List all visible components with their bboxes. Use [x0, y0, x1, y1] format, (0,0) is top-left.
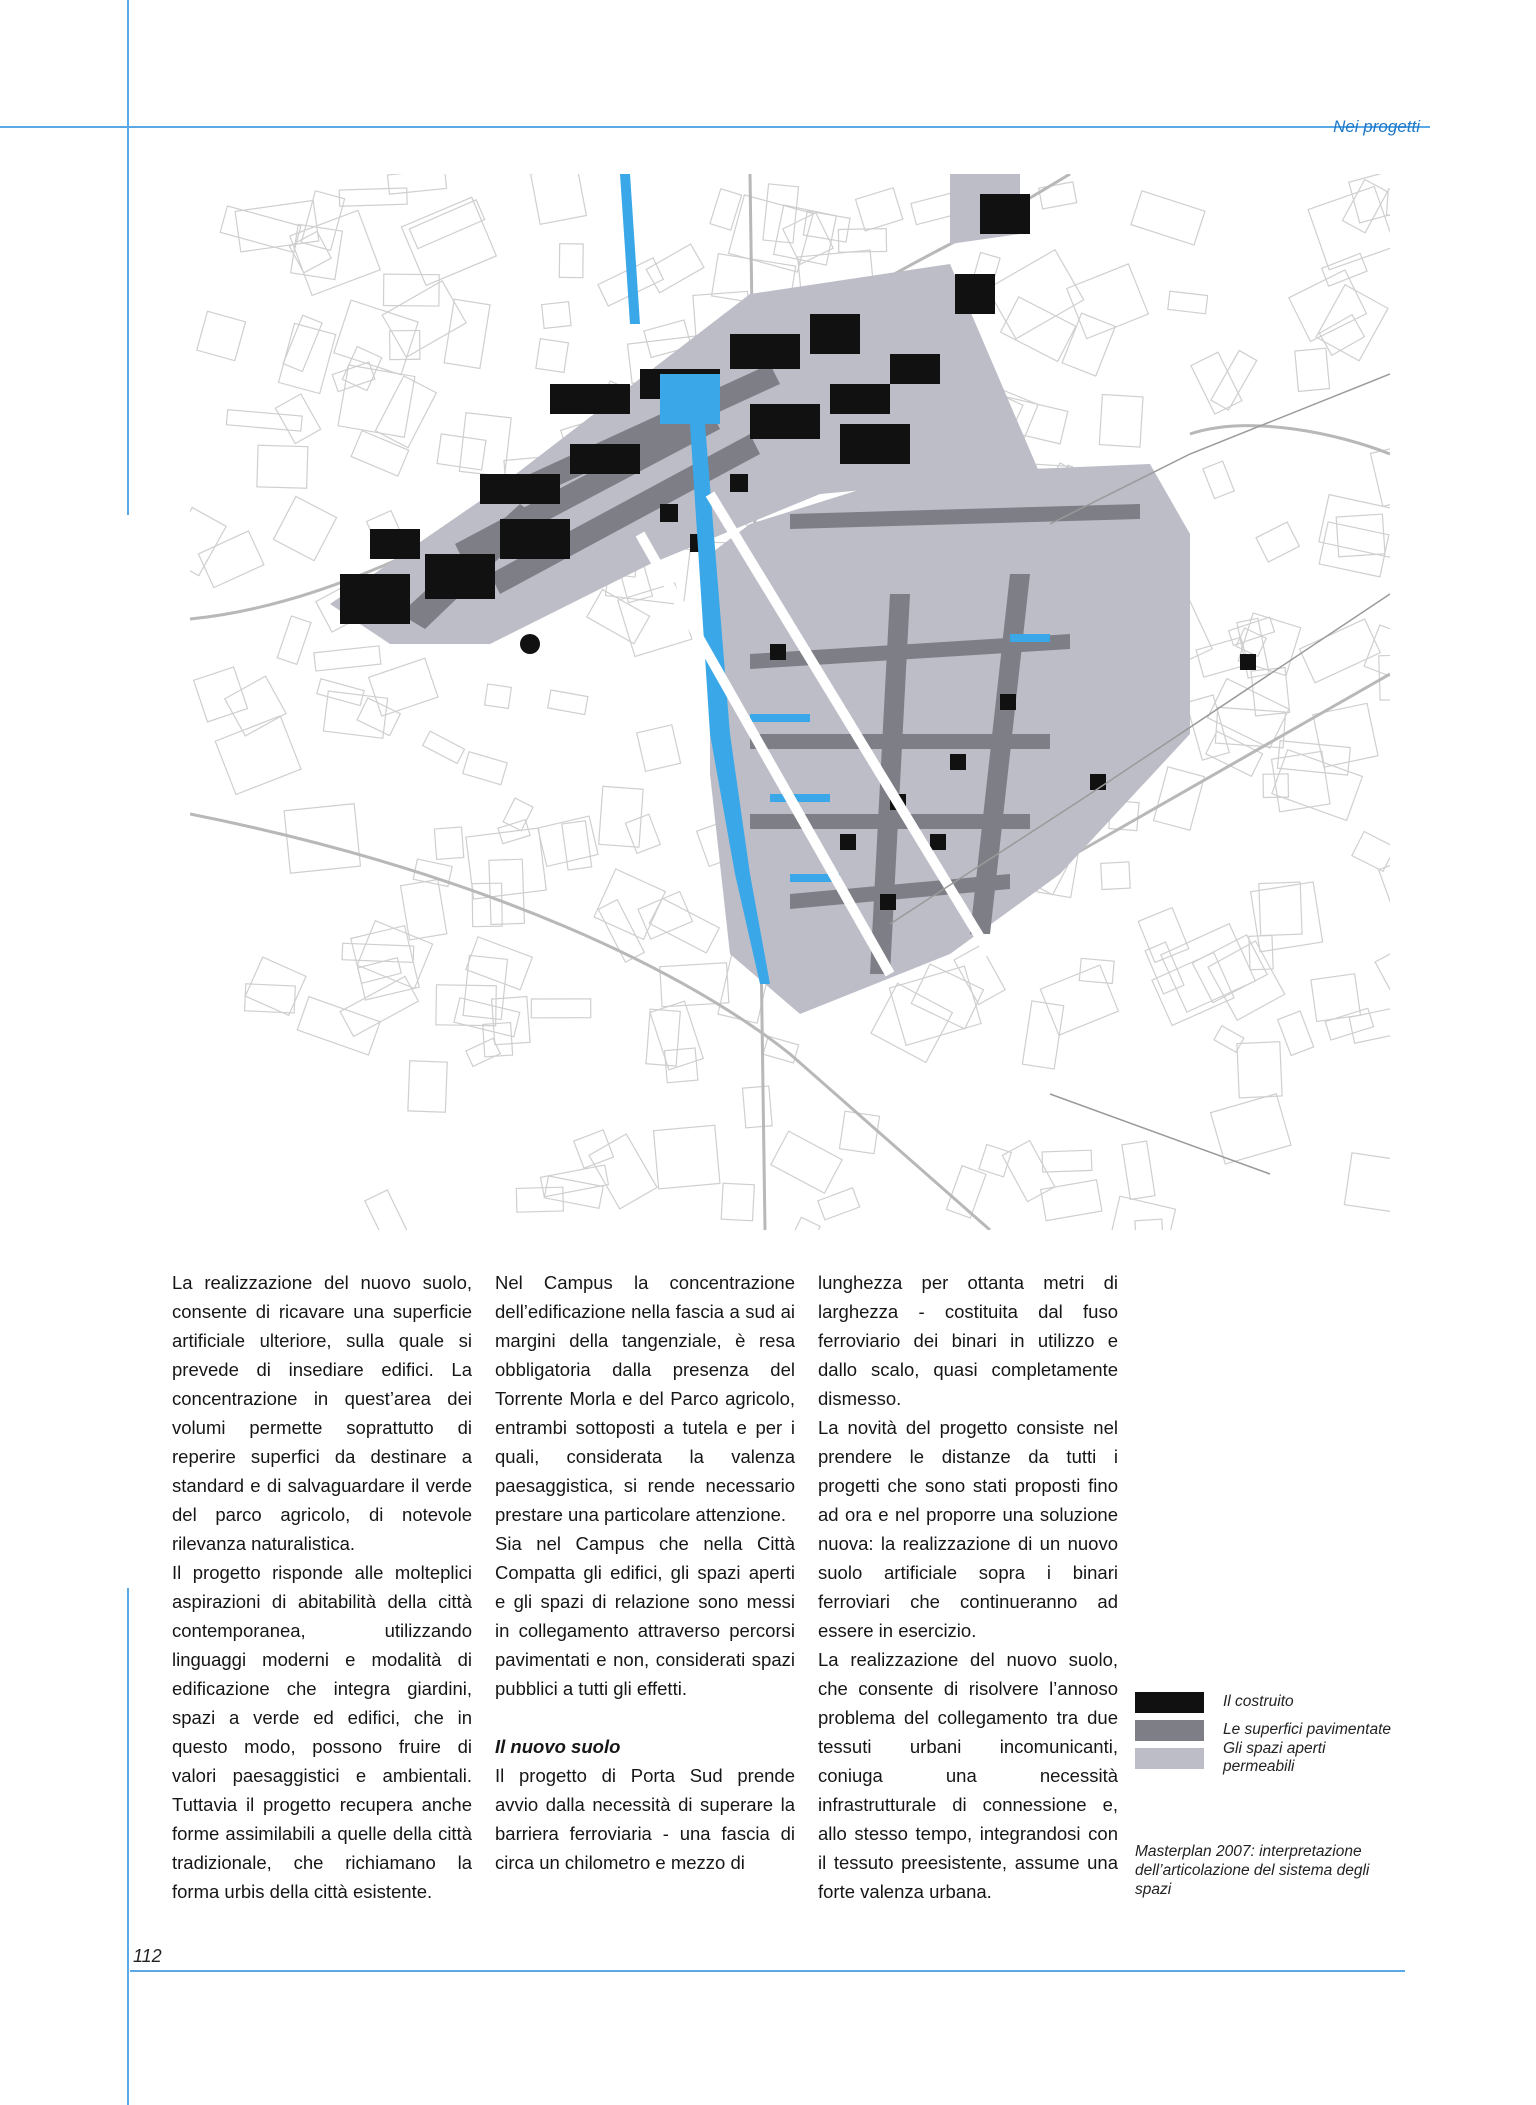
legend-swatch [1135, 1720, 1204, 1741]
section-heading: Il nuovo suolo [495, 1736, 621, 1757]
guide-line-footer [130, 1970, 1405, 1972]
paragraph: Nel Campus la concentrazione dell’edificazione nella fascia a sud ai margini della tangenziale, è resa obbligatoria dalla presenza del Torrente Morla e del Parco agricolo, entrambi sottoposti a tutela e per i quali, considerata la valenza paesaggistica, si rende necessario prestare una particolare attenzione. [495, 1272, 795, 1525]
paragraph: La realizzazione del nuovo suolo, consente di ricavare una superficie artificiale ulteriore, sulla quale si prevede di insediare edifici. La concentrazione in quest’area dei volumi permette soprattutto di reperire superfici da destinare a standard e di salvaguardare il verde del parco agricolo, di notevole rilevanza naturalistica. [172, 1272, 472, 1554]
paragraph: Il progetto risponde alle molteplici aspirazioni di abitabilità della città contemporanea, utilizzando linguaggi moderni e modalità di edificazione che integra giardini, spazi a verde ed edifici, che in questo modo, possono fruire di valori paesaggistici e ambientali. Tuttavia il progetto recupera anche forme assimilabili a quelle della città tradizionale, che richiamano la forma urbis della città esistente. [172, 1562, 472, 1902]
masterplan-map-icon [190, 174, 1390, 1230]
legend-item-permeable [1135, 1740, 1395, 1775]
paragraph: lunghezza per ottanta metri di larghezza - costituita dal fuso ferroviario dei binari in utilizzo e dallo scalo, quasi completamente dismesso. [818, 1272, 1118, 1409]
paragraph: Il progetto di Porta Sud prende avvio dalla necessità di superare la barriera ferroviaria - una fascia di circa un chilometro e mezzo di [495, 1765, 795, 1873]
page-number: 112 [133, 1946, 162, 1966]
paragraph: La realizzazione del nuovo suolo, che consente di risolvere l’annoso problema del collegamento tra due tessuti urbani incomunicanti, coniuga una necessità infrastrutturale di connessione e, allo stesso tempo, integrandosi con il tessuto preesistente, assume una forte valenza urbana. [818, 1649, 1118, 1902]
guide-line-vertical-bottom [127, 1588, 129, 2105]
guide-line-vertical-top [127, 0, 129, 515]
paragraph: Sia nel Campus che nella Città Compatta gli edifici, gli spazi aperti e gli spazi di relazione sono messi in collegamento attraverso percorsi pavimentati e non, considerati spazi pubblici a tutti gli effetti. [495, 1533, 795, 1699]
guide-line-header [0, 126, 1430, 128]
legend-label: Gli spazi aperti permeabili [1223, 1740, 1326, 1775]
text-column-3 [818, 1268, 1118, 1906]
legend-label: Le superfici pavimentate [1223, 1721, 1392, 1738]
text-column-1 [172, 1268, 472, 1906]
legend-swatch [1135, 1692, 1204, 1713]
text-column-2 [495, 1268, 795, 1877]
legend-item-built [1135, 1688, 1395, 1716]
map-legend [1135, 1688, 1395, 1775]
paragraph: La novità del progetto consiste nel prendere le distanze da tutti i progetti che sono stati proposti fino ad ora e nel proporre una soluzione nuova: la realizzazione di un nuovo suolo artificiale sopra i binari ferroviari che continueranno ad essere in esercizio. [818, 1417, 1118, 1641]
masterplan-map [190, 174, 1390, 1230]
section-label: Nei progetti [1333, 117, 1420, 136]
legend-label: Il costruito [1223, 1693, 1294, 1710]
legend-swatch [1135, 1748, 1204, 1769]
figure-caption: Masterplan 2007: interpretazione dell’articolazione del sistema degli spazi [1135, 1843, 1370, 1898]
